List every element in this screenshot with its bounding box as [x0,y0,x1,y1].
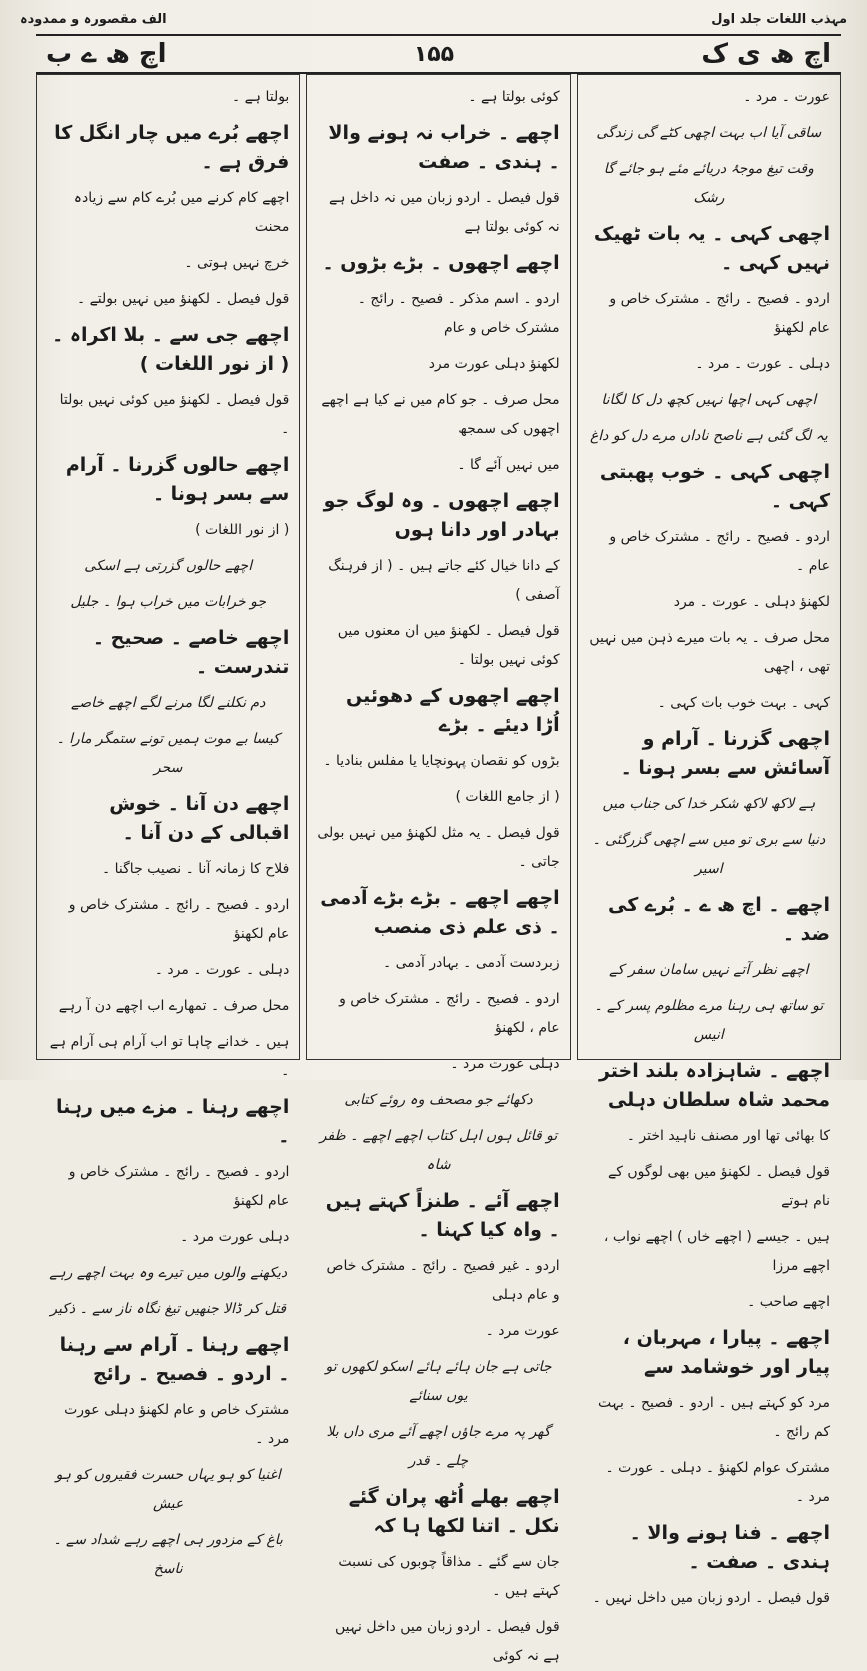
text-line: محل صرف ۔ جو کام میں نے کیا ہے اچھے اچھوں کی سمجھ [321,392,560,437]
text-line: دہلی عورت مرد ۔ [450,1056,560,1072]
verse-line: دیکھنے والوں میں تیرے وہ بہت اچھے رہے [49,1265,288,1281]
verse-line: اچھی کہی اچھا نہیں کچھ دل کا لگانا [601,392,817,408]
text-line: مشترک خاص و عام لکھنؤ دہلی عورت مرد ۔ [64,1402,290,1447]
headword-line: اچھے اچھوں ۔ وہ لوگ جو بہادر اور دانا ہوں [323,490,560,541]
verse-line: دکھائے جو مصحف وہ روئے کتابی [344,1092,533,1108]
text-line: اچھے صاحب ۔ [747,1294,830,1310]
last-entry-range: اچ ھ ے ب [46,39,167,69]
running-header [20,8,847,30]
headword-line: اچھے اچھوں ۔ بڑے بڑوں ۔ [322,252,560,274]
text-line: ( از جامع اللغات ) [455,789,560,805]
headword-line: اچھے حالوں گزرنا ۔ آرام سے بسر ہونا ۔ [65,454,290,505]
headword-line: اچھی کہی ۔ خوب پھبتی کہی ۔ [599,461,830,512]
text-line: اچھے کام کرنے میں بُرے کام سے زیادہ محنت [73,190,290,235]
headword-line: اچھے جی سے ۔ بلا اکراہ ۔ ( از نور اللغات ) [52,324,290,375]
text-line: قول فیصل ۔ اردو زبان میں داخل نہیں ۔ [592,1590,830,1606]
text-line: اردو ۔ فصیح ۔ رائج ۔ مشترک خاص و عام ، لکھنؤ [339,991,560,1036]
text-line: اردو ۔ فصیح ۔ رائج ۔ مشترک خاص و عام لکھنؤ [68,1164,290,1209]
headword-line: اچھے ۔ خراب نہ ہونے والا ۔ ہندی ۔ صفت [328,122,560,173]
headword-line: اچھے ۔ فنا ہونے والا ۔ ہندی ۔ صفت ۔ [629,1522,830,1573]
book-title: مہذب اللغات جلد اول [711,11,847,27]
verse-line: تو قائل ہوں اہل کتاب اچھے اچھے ۔ ظفر شاہ [319,1128,558,1173]
page-number: ۱۵۵ [413,41,455,67]
verse-line: اچھے حالوں گزرتی ہے اسکی [84,558,253,574]
column-left [36,74,300,1577]
headword-line: اچھے ۔ پیارا ، مہربان ، پیار اور خوشامد سے [622,1327,830,1378]
text-line: بڑوں کو نقصان پہونچایا یا مفلس بنادیا ۔ [323,753,560,769]
verse-line: اغنیا کو ہو یہاں حسرت فقیروں کو ہو عیش [55,1467,281,1512]
first-entry-range: اچ ھ ی ک [701,39,831,69]
verse-line: وقت تیغ موجۂ دریائے مئے ہو جائے گا رشک [603,161,814,206]
headword-line: اچھے خاصے ۔ صحیح ۔ تندرست ۔ [92,627,290,678]
text-line: قول فیصل ۔ اردو زبان میں نہ داخل ہے نہ کوئی بولتا ہے [328,190,560,235]
text-line: لکھنؤ دہلی ۔ عورت ۔ مرد [673,594,830,610]
text-line: اردو ۔ فصیح ۔ رائج ۔ مشترک خاص و عام لکھنؤ [609,291,830,336]
text-line: زبردست آدمی ۔ بہادر آدمی ۔ [382,955,560,971]
text-line: اردو ۔ فصیح ۔ رائج ۔ مشترک خاص و عام لکھنؤ [68,897,290,942]
text-line: کہی ۔ بہت خوب بات کہی ۔ [657,695,830,711]
columns [36,74,841,1664]
text-line: بولتا ہے ۔ [231,89,290,105]
title-bar [36,34,841,74]
text-line: قول فیصل ۔ اردو زبان میں داخل نہیں ہے نہ کوئی [334,1619,560,1664]
section-title: الف مقصورہ و ممدودہ [20,11,167,27]
text-line: قول فیصل ۔ لکھنؤ میں نہیں بولتے ۔ [76,291,290,307]
text-line: عورت ۔ مرد ۔ [743,89,830,105]
verse-line: اچھے نظر آتے نہیں سامان سفر کے [609,962,809,978]
headword-line: اچھے رہنا ۔ مزے میں رہنا ۔ [56,1096,290,1147]
headword-line: اچھے دن آنا ۔ خوش اقبالی کے دن آنا ۔ [109,793,290,844]
headword-line: اچھے بھلے اُٹھ پران گئے نکل ۔ اتنا لکھا ہا کہ [348,1486,560,1537]
text-line: قول فیصل ۔ لکھنؤ میں کوئی نہیں بولتا ۔ [59,392,290,437]
text-line: اردو ۔ غیر فصیح ۔ رائج ۔ مشترک خاص و عام دہلی [326,1258,560,1303]
headword-line: اچھی گزرنا ۔ آرام و آسائش سے بسر ہونا ۔ [620,728,830,779]
headword-line: اچھے اچھوں کے دھوئیں اُڑا دیئے ۔ بڑے [346,685,560,736]
text-line: مشترک عوام لکھنؤ ۔ دہلی ۔ عورت ۔ مرد ۔ [605,1460,830,1505]
headword-line: اچھے ۔ اچ ھ ے ۔ بُرے کی ضد ۔ [608,894,830,945]
verse-line: دم نکلنے لگا مرنے لگے اچھے خاصے [71,695,266,711]
headword-line: اچھی کہی ۔ یہ بات ٹھیک نہیں کہی ۔ [593,223,830,274]
text-line: دہلی ۔ عورت ۔ مرد ۔ [154,962,290,978]
headword-line: اچھے بُرے میں چار انگل کا فرق ہے ۔ [54,122,290,173]
text-line: ہیں ۔ خدانے چاہا تو اب آرام ہی آرام ہے ۔ [49,1034,290,1079]
verse-line: جاتی ہے جان ہائے ہائے اسکو لکھوں تو یوں سنائے [325,1359,552,1404]
text-line: میں نہیں آئے گا ۔ [457,457,560,473]
text-line: خرچ نہیں ہوتی ۔ [184,255,290,271]
text-line: اردو ۔ اسم مذکر ۔ فصیح ۔ رائج ۔ مشترک خاص و عام [357,291,560,336]
text-line: ہیں ۔ جیسے ( اچھے خاں ) اچھے نواب ، اچھے مرزا [603,1229,830,1274]
text-line: ( از نور اللغات ) [195,522,290,538]
text-line: عورت مرد ۔ [485,1323,560,1339]
text-line: دہلی ۔ عورت ۔ مرد ۔ [695,356,830,372]
text-line: محل صرف ۔ یہ بات میرے ذہن میں نہیں تھی ، اچھی [589,630,830,675]
headword-line: اچھے ۔ شاہزادہ بلند اختر محمد شاہ سلطان دہلی [598,1060,830,1111]
verse-line: دنیا سے بری تو میں سے اچھی گزرگئی ۔ اسیر [592,832,826,877]
verse-line: قتل کر ڈالا جنھیں تیغ نگاہ ناز سے ۔ ذکیر [50,1301,287,1317]
text-line: مرد کو کہتے ہیں ۔ اردو ۔ فصیح ۔ بہت کم رائج ۔ [598,1395,830,1440]
text-line: قول فیصل ۔ یہ مثل لکھنؤ میں نہیں بولی جاتی ۔ [317,825,560,870]
text-line: جان سے گئے ۔ مذاقاً چوبوں کی نسبت کہتے ہیں ۔ [338,1554,560,1599]
text-line: دہلی عورت مرد ۔ [180,1229,290,1245]
headword-line: اچھے آئے ۔ طنزاً کہتے ہیں ۔ واہ کیا کہنا ۔ [325,1190,560,1241]
text-line: لکھنؤ دہلی عورت مرد [428,356,560,372]
text-line: اردو ۔ فصیح ۔ رائج ۔ مشترک خاص و عام ۔ [609,529,830,574]
text-line: کے دانا خیال کئے جاتے ہیں ۔ ( از فرہنگ آصفی ) [328,558,560,603]
text-line: قول فیصل ۔ لکھنؤ میں بھی لوگوں کے نام ہوتے [608,1164,830,1209]
text-line: محل صرف ۔ تمھارے اب اچھے دن آ رہے [58,998,290,1014]
verse-line: گھر پہ مرے جاؤں اچھے آئے مری داں بلا چلے ۔ قدر [326,1424,551,1469]
verse-line: کیسا بے موت ہمیں تونے ستمگر مارا ۔ سحر [56,731,280,776]
column-middle [306,74,570,1664]
verse-line: ہے لاکھ لاکھ شکر خدا کی جناب میں [602,796,816,812]
verse-line: باغ کے مزدور ہی اچھے رہے شداد سے ۔ ناسخ [53,1532,283,1577]
text-line: کا بھائی تھا اور مصنف ناہید اختر ۔ [626,1128,830,1144]
text-line: قول فیصل ۔ لکھنؤ میں ان معنوں میں کوئی نہیں بولتا ۔ [337,623,560,668]
verse-line: جو خرابات میں خراب ہوا ۔ جلیل [70,594,267,610]
headword-line: اچھے اچھے ۔ بڑے بڑے آدمی ۔ ذی علم ذی منصب [320,887,560,938]
verse-line: یہ لگ گئی ہے ناصح ناداں مرے دل کو داغ [589,428,828,444]
column-right [577,74,841,1606]
verse-line: ساقی آیا اب بہت اچھی کٹے گی زندگی [596,125,822,141]
headword-line: اچھے رہنا ۔ آرام سے رہنا ۔ اردو ۔ فصیح ۔ رائج [59,1334,290,1385]
text-line: فلاح کا زمانہ آنا ۔ نصیب جاگنا ۔ [102,861,290,877]
text-line: کوئی بولتا ہے ۔ [468,89,560,105]
verse-line: تو ساتھ ہی رہنا مرے مظلوم پسر کے ۔ انیس [594,998,824,1043]
